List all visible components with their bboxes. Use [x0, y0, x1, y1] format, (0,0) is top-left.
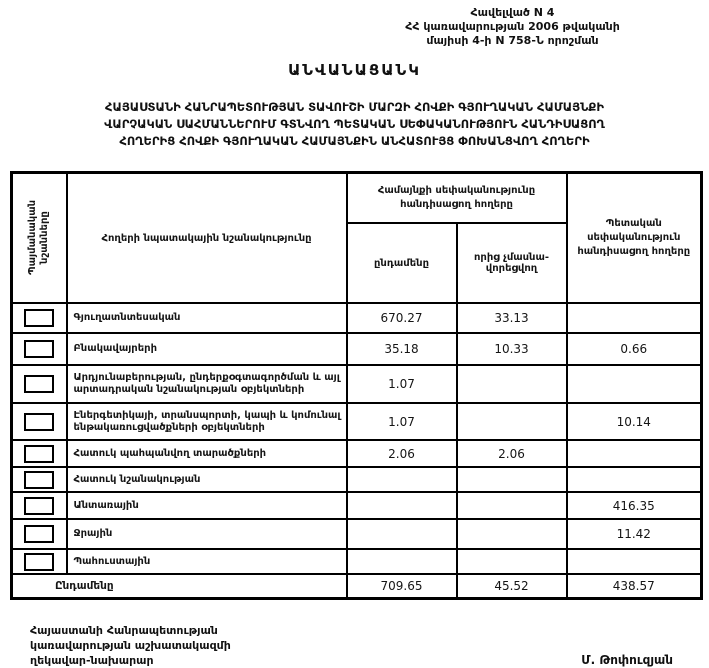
symbol-cell [12, 492, 67, 519]
table-row-agricultural [12, 303, 702, 333]
symbol-box-icon [24, 553, 54, 571]
subtitle-line-2: ՎԱՐՉԱԿԱՆ ՍԱՀՄԱՆՆԵՐՈՒՄ ԳՏՆՎՈՂ ՊԵՏԱԿԱՆ ՍԵՓԱԿԱՆՈՒԹՅՈՒՆ ՀԱՆԴԻՍԱՑՈՂ [104, 117, 605, 131]
symbol-cell [12, 467, 67, 492]
table-row-reserve [12, 549, 702, 574]
symbol-box-icon [24, 471, 54, 489]
signature-block [0, 623, 709, 668]
symbol-cell [12, 333, 67, 365]
community-total-value [347, 519, 457, 549]
purpose-column-header: Հողերի նպատակային նշանակությունը [67, 173, 347, 304]
symbol-box-icon [24, 525, 54, 543]
non-privatizable-value: 2.06 [457, 440, 567, 467]
state-value: 11.42 [567, 519, 702, 549]
table-row-energy-transport [12, 403, 702, 440]
state-value [567, 549, 702, 574]
symbol-box-icon [24, 497, 54, 515]
appendix-line-1: Հավելված N 4 [470, 6, 555, 19]
symbol-box-icon [24, 309, 54, 327]
community-total-value [347, 467, 457, 492]
land-category-label: Անտառային [67, 492, 347, 519]
symbol-cell [12, 403, 67, 440]
community-total-value: 670.27 [347, 303, 457, 333]
state-value [567, 365, 702, 403]
table-row-residential [12, 333, 702, 365]
state-value: 0.66 [567, 333, 702, 365]
land-category-label: Էներգետիկայի, տրանսպորտի, կապի և կոմունալ ենթակառուցվածքների օբյեկտների [67, 403, 347, 440]
table-body [12, 303, 702, 598]
symbol-box-icon [24, 445, 54, 463]
non-privatizable-value: 33.13 [457, 303, 567, 333]
non-privatizable-value [457, 467, 567, 492]
page-title: ԱՆՎԱՆԱՑԱՆԿ [288, 61, 421, 79]
symbol-box-icon [24, 340, 54, 358]
community-total-value: 35.18 [347, 333, 457, 365]
subtitle-line-3: ՀՈՂԵՐԻՑ ՀՈՎՔԻ ԳՅՈՒՂԱԿԱՆ ՀԱՄԱՅՆՔԻՆ ԱՆՀԱՏՈՒՅՑ ՓՈԽԱՆՑՎՈՂ ՀՈՂԵՐԻ [119, 134, 590, 148]
symbol-box-icon [24, 413, 54, 431]
symbol-cell [12, 303, 67, 333]
table-total-row [12, 574, 702, 598]
land-category-label: Բնակավայրերի [67, 333, 347, 365]
community-total-value: 1.07 [347, 365, 457, 403]
symbol-cell [12, 519, 67, 549]
non-privatizable-value [457, 519, 567, 549]
state-value: 416.35 [567, 492, 702, 519]
land-category-label: Հատուկ պահպանվող տարածքների [67, 440, 347, 467]
land-category-label: Հատուկ նշանակության [67, 467, 347, 492]
total-non-privatizable-value: 45.52 [457, 574, 567, 598]
symbol-cell [12, 365, 67, 403]
state-value [567, 467, 702, 492]
non-privatizable-value [457, 492, 567, 519]
subtitle-line-1: ՀԱՅԱՍՏԱՆԻ ՀԱՆՐԱՊԵՏՈՒԹՅԱՆ ՏԱՎՈՒՇԻ ՄԱՐԶԻ ՀՈՎՔԻ ԳՅՈՒՂԱԿԱՆ ՀԱՄԱՅՆՔԻ [105, 100, 604, 114]
table-row-special-purpose [12, 467, 702, 492]
signatory-title-line-2: կառավարության աշխատակազմի [30, 638, 231, 652]
symbols-column-header-text: Պայմանական նշանները [27, 200, 51, 276]
appendix-line-3: մայիսի 4-ի N 758-Ն որոշման [426, 34, 599, 47]
non-privatizable-value [457, 365, 567, 403]
appendix-note [330, 0, 705, 48]
total-label: Ընդամենը [12, 574, 347, 598]
total-community-value: 709.65 [347, 574, 457, 598]
signatory-title-line-3: ղեկավար-նախարար [30, 653, 154, 667]
signatory-title [30, 623, 231, 668]
land-category-label: Պահուստային [67, 549, 347, 574]
land-category-label: Արդյունաբերության, ընդերքօգտագործման և այլ արտադրական նշանակության օբյեկտների [67, 365, 347, 403]
table-row-forest [12, 492, 702, 519]
total-state-value: 438.57 [567, 574, 702, 598]
community-total-value: 1.07 [347, 403, 457, 440]
non-privatizable-value [457, 403, 567, 440]
state-value: 10.14 [567, 403, 702, 440]
table-header [12, 173, 702, 304]
symbol-box-icon [24, 375, 54, 393]
non-privatizable-value: 10.33 [457, 333, 567, 365]
state-column-header: Պետական սեփականություն հանդիսացող հողերը [567, 173, 702, 304]
appendix-line-2: ՀՀ կառավարության 2006 թվականի [405, 20, 620, 33]
land-category-label: Գյուղատնտեսական [67, 303, 347, 333]
community-total-value: 2.06 [347, 440, 457, 467]
state-value [567, 440, 702, 467]
symbol-cell [12, 549, 67, 574]
symbol-cell [12, 440, 67, 467]
table-row-protected-areas [12, 440, 702, 467]
page-subtitle [0, 99, 709, 150]
community-total-header: ընդամենը [347, 223, 457, 303]
community-total-value [347, 549, 457, 574]
symbols-column-header [12, 173, 67, 304]
signatory-name: Մ. Թոփուզյան [581, 652, 673, 667]
table-row-water [12, 519, 702, 549]
state-value [567, 303, 702, 333]
land-category-label: Ջրային [67, 519, 347, 549]
community-total-value [347, 492, 457, 519]
land-categories-table [10, 171, 703, 600]
non-privatizable-value [457, 549, 567, 574]
table-row-industrial [12, 365, 702, 403]
community-group-header: Համայնքի սեփականությունը հանդիսացող հողերը [347, 173, 567, 224]
signatory-title-line-1: Հայաստանի Հանրապետության [30, 623, 218, 637]
non-privatizable-header: որից չմասնա-վորեցվող [457, 223, 567, 303]
